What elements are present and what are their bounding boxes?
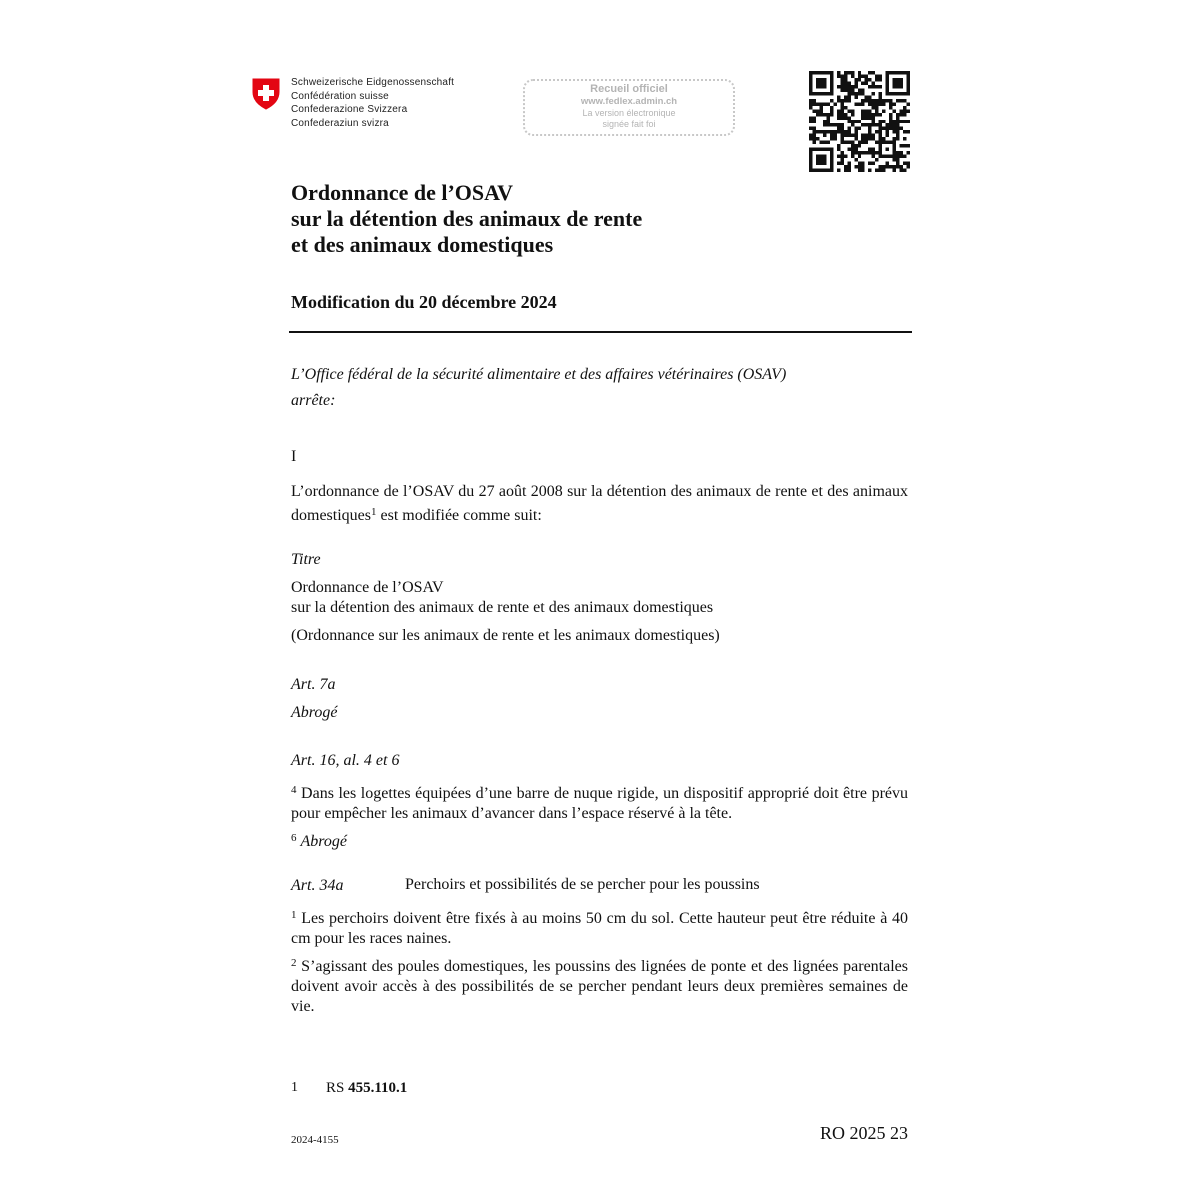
article-34a-paragraph-2 [291, 953, 908, 1017]
document-title [291, 180, 642, 258]
article-16-label: Art. 16, al. 4 et 6 [291, 752, 400, 769]
footnote-prefix: RS [326, 1080, 349, 1096]
stamp-title: Recueil officiel [590, 83, 668, 95]
article-7a-text: Abrogé [291, 704, 338, 721]
document-id: 2024-4155 [291, 1134, 339, 1146]
title-line: et des animaux domestiques [291, 232, 554, 257]
intro-paragraph [291, 482, 908, 526]
title-line: Ordonnance de l’OSAV [291, 180, 514, 205]
paragraph-number: 6 [291, 832, 297, 844]
paragraph-text: Dans les logettes équipées d’une barre de nuque rigide, un dispositif approprié doit être prévu pour empêcher les animaux d’avancer dans l’espace réservé à la tête. [291, 785, 908, 822]
article-34a-label: Art. 34a [291, 877, 344, 894]
modification-date: Modification du 20 décembre 2024 [291, 292, 557, 312]
titre-line-3: (Ordonnance sur les animaux de rente et les animaux domestiques) [291, 627, 720, 644]
stamp-note-2: signée fait foi [602, 119, 656, 129]
article-16-paragraph-6 [291, 828, 347, 852]
titre-line-1: Ordonnance de l’OSAV [291, 579, 444, 596]
confederation-names [291, 76, 454, 130]
footnote-number: 1 [291, 1080, 298, 1095]
preamble-line: L’Office fédéral de la sécurité alimentaire et des affaires vétérinaires (OSAV) [291, 366, 787, 383]
paragraph-text: S’agissant des poules domestiques, les poussins des lignées de ponte et des lignées parentales doivent avoir accès à des possibilités de se percher pendant leurs deux premières semaines de vie. [291, 958, 908, 1015]
paragraph-number: 2 [291, 957, 297, 969]
footnote-text [326, 1078, 407, 1098]
intro-text-end: est modifiée comme suit: [376, 507, 542, 524]
paragraph-number: 4 [291, 784, 297, 796]
article-16-paragraph-4 [291, 780, 908, 824]
paragraph-text: Les perchoirs doivent être fixés à au moins 50 cm du sol. Cette hauteur peut être réduite à 40 cm pour les races naines. [291, 910, 908, 947]
titre-line-2: sur la détention des animaux de rente et des animaux domestiques [291, 599, 714, 616]
qr-code-icon [809, 71, 910, 172]
ro-reference: RO 2025 23 [819, 1123, 908, 1143]
article-34a-paragraph-1 [291, 905, 908, 949]
stamp-note-1: La version électronique [582, 108, 676, 118]
footnote-reference-number: 455.110.1 [348, 1080, 408, 1096]
article-7a-label: Art. 7a [291, 676, 336, 693]
titre-label: Titre [291, 551, 321, 568]
confederation-name-rm: Confederaziun svizra [291, 117, 389, 129]
section-number: I [291, 448, 297, 465]
paragraph-text: Abrogé [300, 833, 348, 850]
article-34a-heading: Perchoirs et possibilités de se percher pour les poussins [405, 876, 760, 893]
swiss-coat-of-arms-icon [252, 78, 280, 110]
title-line: sur la détention des animaux de rente [291, 206, 643, 231]
stamp-url: www.fedlex.admin.ch [580, 96, 678, 107]
footnote-reference: 1 [371, 506, 377, 518]
intro-text: L’ordonnance de l’OSAV du 27 août 2008 sur la détention des animaux de rente et des animaux domestiques [291, 483, 908, 524]
preamble-verb: arrête: [291, 392, 336, 409]
confederation-name-it: Confederazione Svizzera [291, 104, 408, 115]
divider [289, 331, 912, 333]
confederation-name-fr: Confédération suisse [291, 90, 389, 102]
confederation-name-de: Schweizerische Eidgenossenschaft [291, 77, 455, 88]
official-collection-stamp [523, 79, 735, 136]
paragraph-number: 1 [291, 909, 297, 921]
